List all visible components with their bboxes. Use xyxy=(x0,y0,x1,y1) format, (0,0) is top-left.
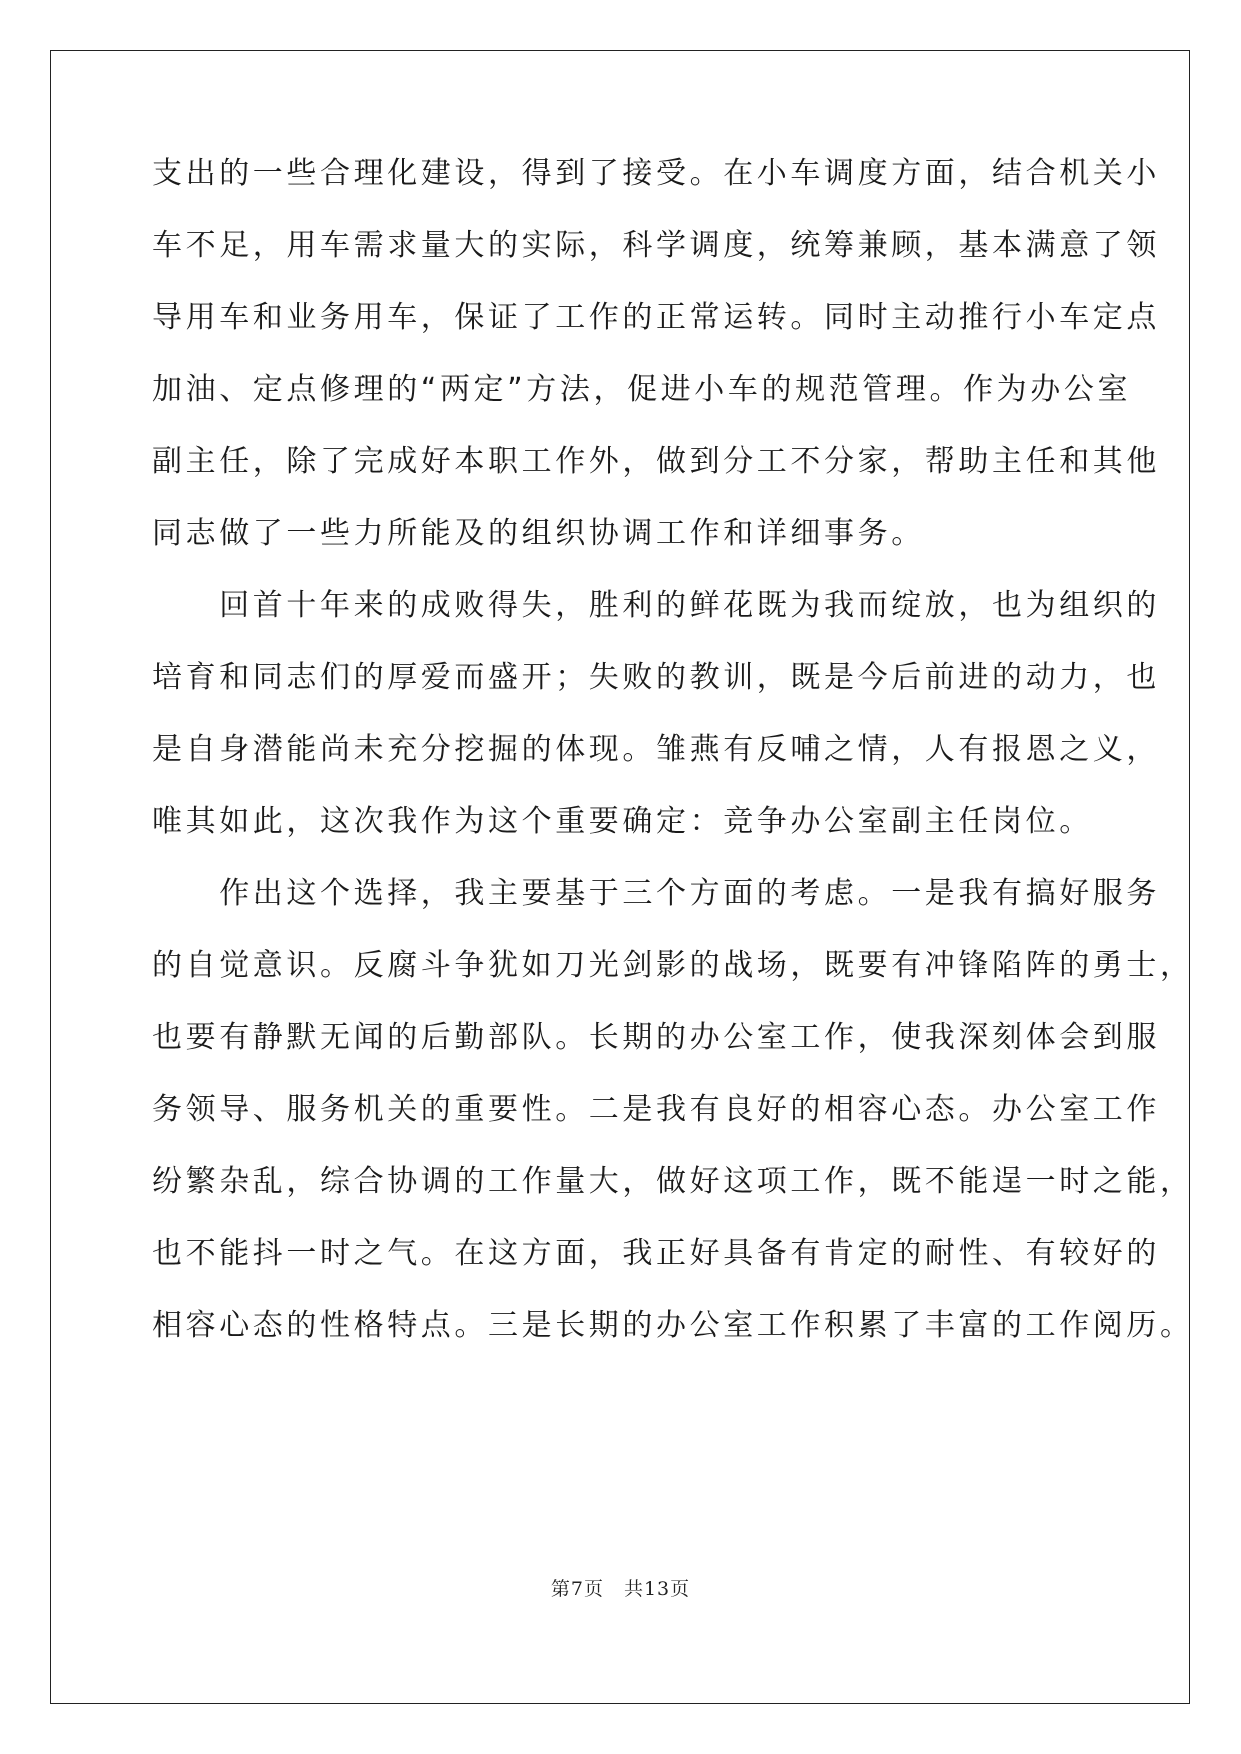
text-line: 回首十年来的成败得失，胜利的鲜花既为我而绽放，也为组织的 xyxy=(152,588,1160,623)
text-line: 副主任，除了完成好本职工作外，做到分工不分家，帮助主任和其他 xyxy=(152,444,1160,479)
text-line: 的自觉意识。反腐斗争犹如刀光剑影的战场，既要有冲锋陷阵的勇士， xyxy=(152,948,1194,983)
text-line: 加油、定点修理的“两定”方法，促进小车的规范管理。作为办公室 xyxy=(152,372,1132,407)
page-number-footer: 第7页 共13页 xyxy=(550,1578,691,1600)
text-line: 支出的一些合理化建设，得到了接受。在小车调度方面，结合机关小 xyxy=(152,156,1160,191)
text-line: 导用车和业务用车，保证了工作的正常运转。同时主动推行小车定点 xyxy=(152,300,1160,335)
text-line: 相容心态的性格特点。三是长期的办公室工作积累了丰富的工作阅历。 xyxy=(152,1308,1194,1343)
text-line: 是自身潜能尚未充分挖掘的体现。雏燕有反哺之情，人有报恩之义， xyxy=(152,732,1160,767)
text-line: 纷繁杂乱，综合协调的工作量大，做好这项工作，既不能逞一时之能， xyxy=(152,1164,1194,1199)
text-line: 作出这个选择，我主要基于三个方面的考虑。一是我有搞好服务 xyxy=(152,876,1160,911)
text-line: 培育和同志们的厚爱而盛开；失败的教训，既是今后前进的动力，也 xyxy=(152,660,1160,695)
text-line: 唯其如此，这次我作为这个重要确定：竞争办公室副主任岗位。 xyxy=(152,804,1093,839)
text-line: 车不足，用车需求量大的实际，科学调度，统筹兼顾，基本满意了领 xyxy=(152,228,1160,263)
text-line: 务领导、服务机关的重要性。二是我有良好的相容心态。办公室工作 xyxy=(152,1092,1160,1127)
text-line: 也要有静默无闻的后勤部队。长期的办公室工作，使我深刻体会到服 xyxy=(152,1020,1160,1055)
text-line: 也不能抖一时之气。在这方面，我正好具备有肯定的耐性、有较好的 xyxy=(152,1236,1160,1271)
text-line: 同志做了一些力所能及的组织协调工作和详细事务。 xyxy=(152,516,925,551)
